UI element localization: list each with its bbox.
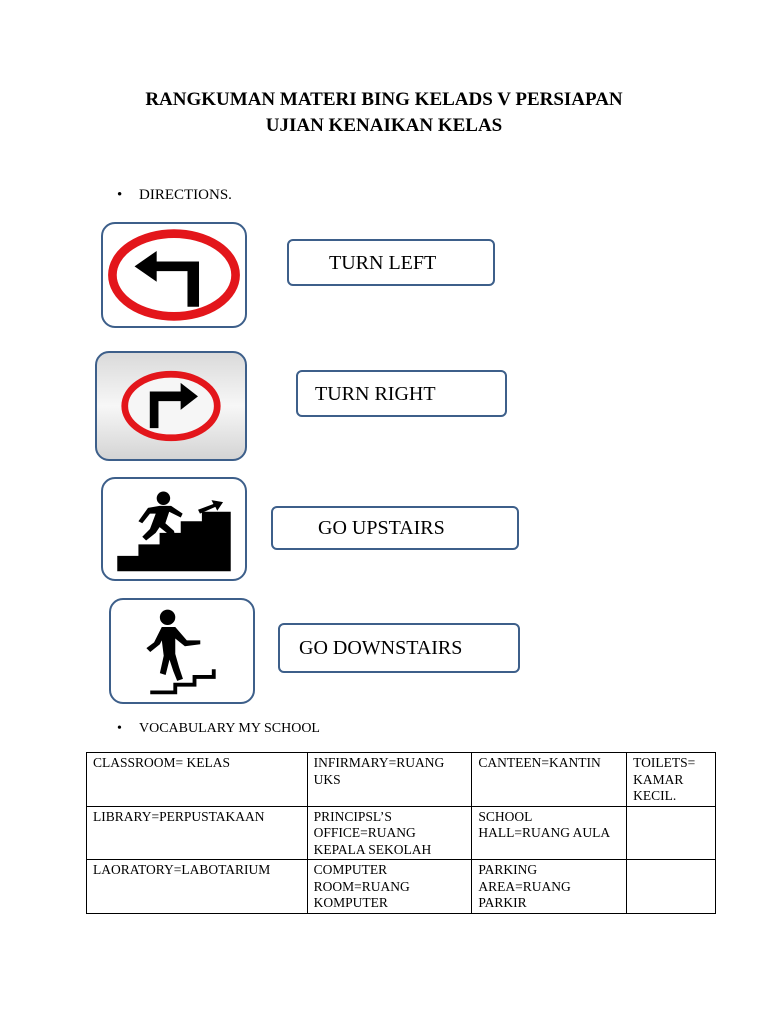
go-upstairs-label-box (271, 506, 519, 550)
table-cell: LAORATORY=LABOTARIUM (87, 860, 308, 914)
title-line-2: UJIAN KENAIKAN KELAS (265, 115, 503, 136)
go-downstairs-icon (109, 598, 255, 704)
table-cell: PARKING AREA=RUANG PARKIR (472, 860, 627, 914)
table-cell: TOILETS= KAMAR KECIL. (627, 753, 716, 807)
table-row (87, 860, 716, 914)
table-cell: SCHOOL HALL=RUANG AULA (472, 806, 627, 860)
turn-left-sign-icon (101, 222, 247, 328)
go-downstairs-label: GO DOWNSTAIRS (299, 637, 463, 659)
turn-right-sign-icon (95, 351, 247, 461)
go-upstairs-label: GO UPSTAIRS (318, 517, 445, 539)
table-cell: INFIRMARY=RUANG UKS (307, 753, 472, 807)
go-upstairs-icon (101, 477, 247, 581)
vocabulary-table (86, 752, 716, 914)
title-line-1: RANGKUMAN MATERI BING KELADS V PERSIAPAN (145, 89, 623, 110)
go-downstairs-label-box (278, 623, 520, 673)
table-cell: CANTEEN=KANTIN (472, 753, 627, 807)
table-row (87, 753, 716, 807)
turn-left-label: TURN LEFT (329, 251, 437, 274)
table-cell: LIBRARY=PERPUSTAKAAN (87, 806, 308, 860)
table-cell (627, 860, 716, 914)
table-cell: PRINCIPSL’S OFFICE=RUANG KEPALA SEKOLAH (307, 806, 472, 860)
table-cell: CLASSROOM= KELAS (87, 753, 308, 807)
document-title (60, 87, 708, 139)
turn-right-label: TURN RIGHT (315, 382, 436, 405)
table-row (87, 806, 716, 860)
turn-right-label-box (296, 370, 507, 417)
turn-left-label-box (287, 239, 495, 286)
bullet-icon: • (117, 721, 122, 736)
bullet-icon: • (117, 187, 123, 203)
table-cell (627, 806, 716, 860)
table-cell: COMPUTER ROOM=RUANG KOMPUTER (307, 860, 472, 914)
